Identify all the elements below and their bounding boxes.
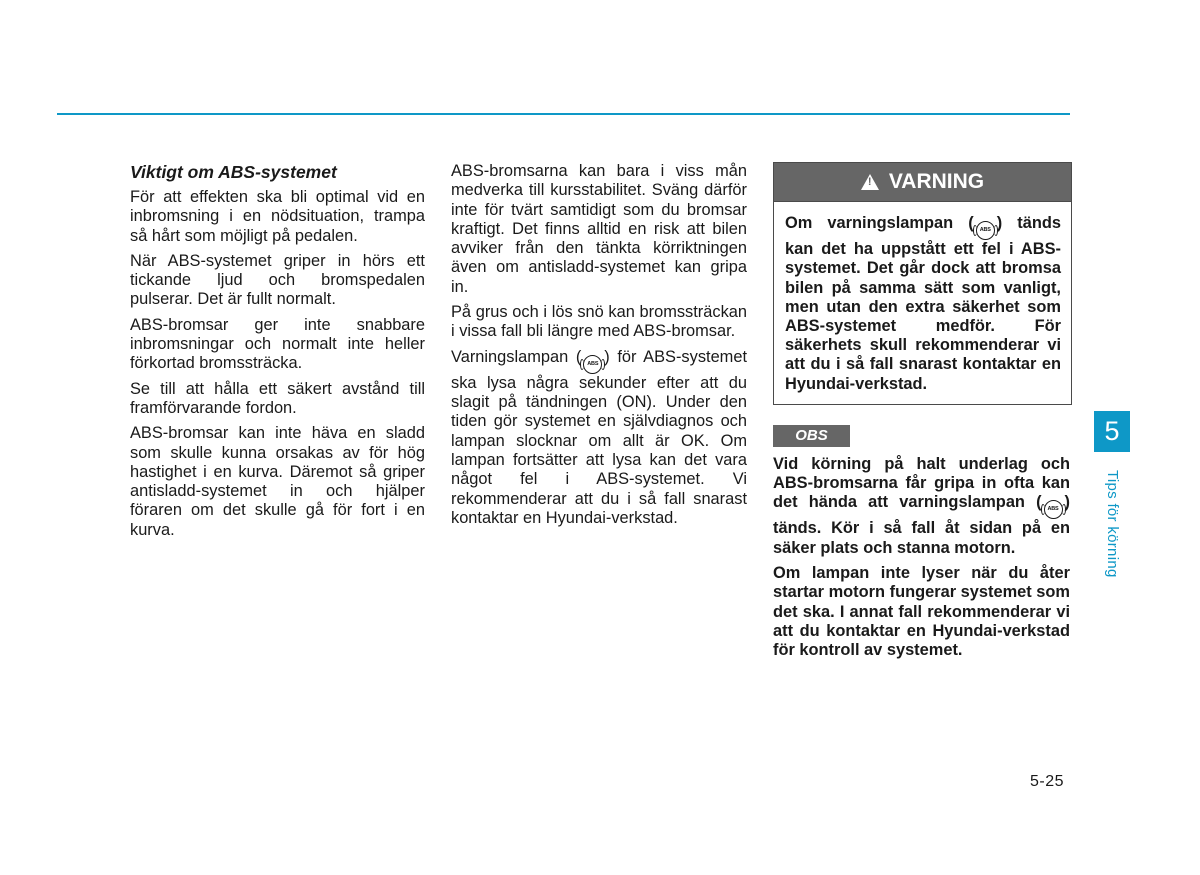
paragraph: På grus och i lös snö kan bromssträckan i vissa fall bli längre med ABS-bromsar.: [451, 303, 747, 341]
abs-warning-icon: [583, 355, 602, 374]
abs-icon-label: ABS: [979, 227, 991, 233]
note-label: OBS: [773, 425, 850, 447]
paragraph: ABS-bromsarna kan bara i viss mån medverka till kursstabilitet. Sväng därför inte för tvärt samtidigt som du bromsar kraftigt. Det finns alltid en risk att bilen avviker från den tänkta körriktningen även om antisladd-systemet kan gripa in.: [451, 162, 747, 296]
abs-icon-label: ABS: [587, 360, 599, 367]
warning-title: VARNING: [888, 170, 985, 194]
header-rule: [57, 113, 1070, 115]
abs-icon-label: ABS: [1047, 506, 1059, 513]
column-1: [130, 162, 425, 546]
chapter-title: [1099, 470, 1121, 600]
warning-box: [773, 162, 1072, 405]
note-paragraph: [773, 455, 1070, 558]
paragraph: ABS-bromsar ger inte snabbare inbromsningar och normalt inte heller förkortad bromssträcka.: [130, 315, 425, 373]
warning-body: [774, 202, 1071, 404]
warning-header: [774, 163, 1071, 202]
section-heading: Viktigt om ABS-systemet: [130, 162, 337, 182]
warning-mark: !: [867, 176, 872, 188]
text-span: ) tänds kan det ha uppstått ett fel i ABS-systemet. Det går dock att bromsa bilen på samma sätt som vanligt, men utan den extra säkerhet som ABS-systemet medför. För säkerhets skull rekommenderar vi att du i så fall snarast kontaktar en Hyundai-verkstad.: [785, 214, 1061, 393]
warning-triangle-icon: [861, 174, 879, 190]
text-span: Vid körning på halt underlag och ABS-bromsarna får gripa in ofta kan det hända att varningslampan (: [773, 454, 1070, 512]
text-span: Om varningslampan (: [785, 214, 974, 232]
column-2: [451, 162, 747, 534]
paragraph: När ABS-systemet griper in hörs ett tickande ljud och bromspedalen pulserar. Det är fullt normalt.: [130, 251, 425, 309]
text-span: Varningslampan (: [451, 347, 582, 366]
text-span: ) för ABS-systemet ska lysa några sekunder efter att du slagit på tändningen (ON). Under den tiden gör systemet en självdiagnos och lampan slocknar om allt är OK. Om lampan fortsätter att lysa kan det vara något fel i ABS-systemet. Vi rekommenderar att du i så fall snarast kontaktar en Hyundai-verkstad.: [451, 347, 748, 527]
note-paragraph: Om lampan inte lyser när du åter startar motorn fungerar systemet som det ska. I annat fall rekommenderar vi att du kontaktar en Hyundai-verkstad för kontroll av systemet.: [773, 564, 1070, 660]
paragraph-abs-lamp: [451, 348, 747, 529]
abs-warning-icon: [976, 221, 995, 240]
paragraph: Se till att hålla ett säkert avstånd till framförvarande fordon.: [130, 379, 425, 417]
abs-warning-icon: [1044, 500, 1063, 519]
page-number: 5-25: [1030, 773, 1065, 790]
chapter-number-tab: 5: [1094, 411, 1130, 452]
paragraph: För att effekten ska bli optimal vid en inbromsning i en nödsituation, trampa så hårt som möjligt på pedalen.: [130, 188, 425, 245]
paragraph: ABS-bromsar kan inte häva en sladd som skulle kunna orsakas av för hög hastighet i en kurva. Däremot så griper antisladd-systemet in och hjälper föraren om det skulle gå för fort i en kurva.: [130, 424, 425, 539]
chapter-title-text: Tips för körning: [1104, 470, 1121, 578]
text-span: ) tänds. Kör i så fall åt sidan på en säker plats och stanna motorn.: [773, 493, 1070, 557]
column-3: [773, 162, 1070, 667]
